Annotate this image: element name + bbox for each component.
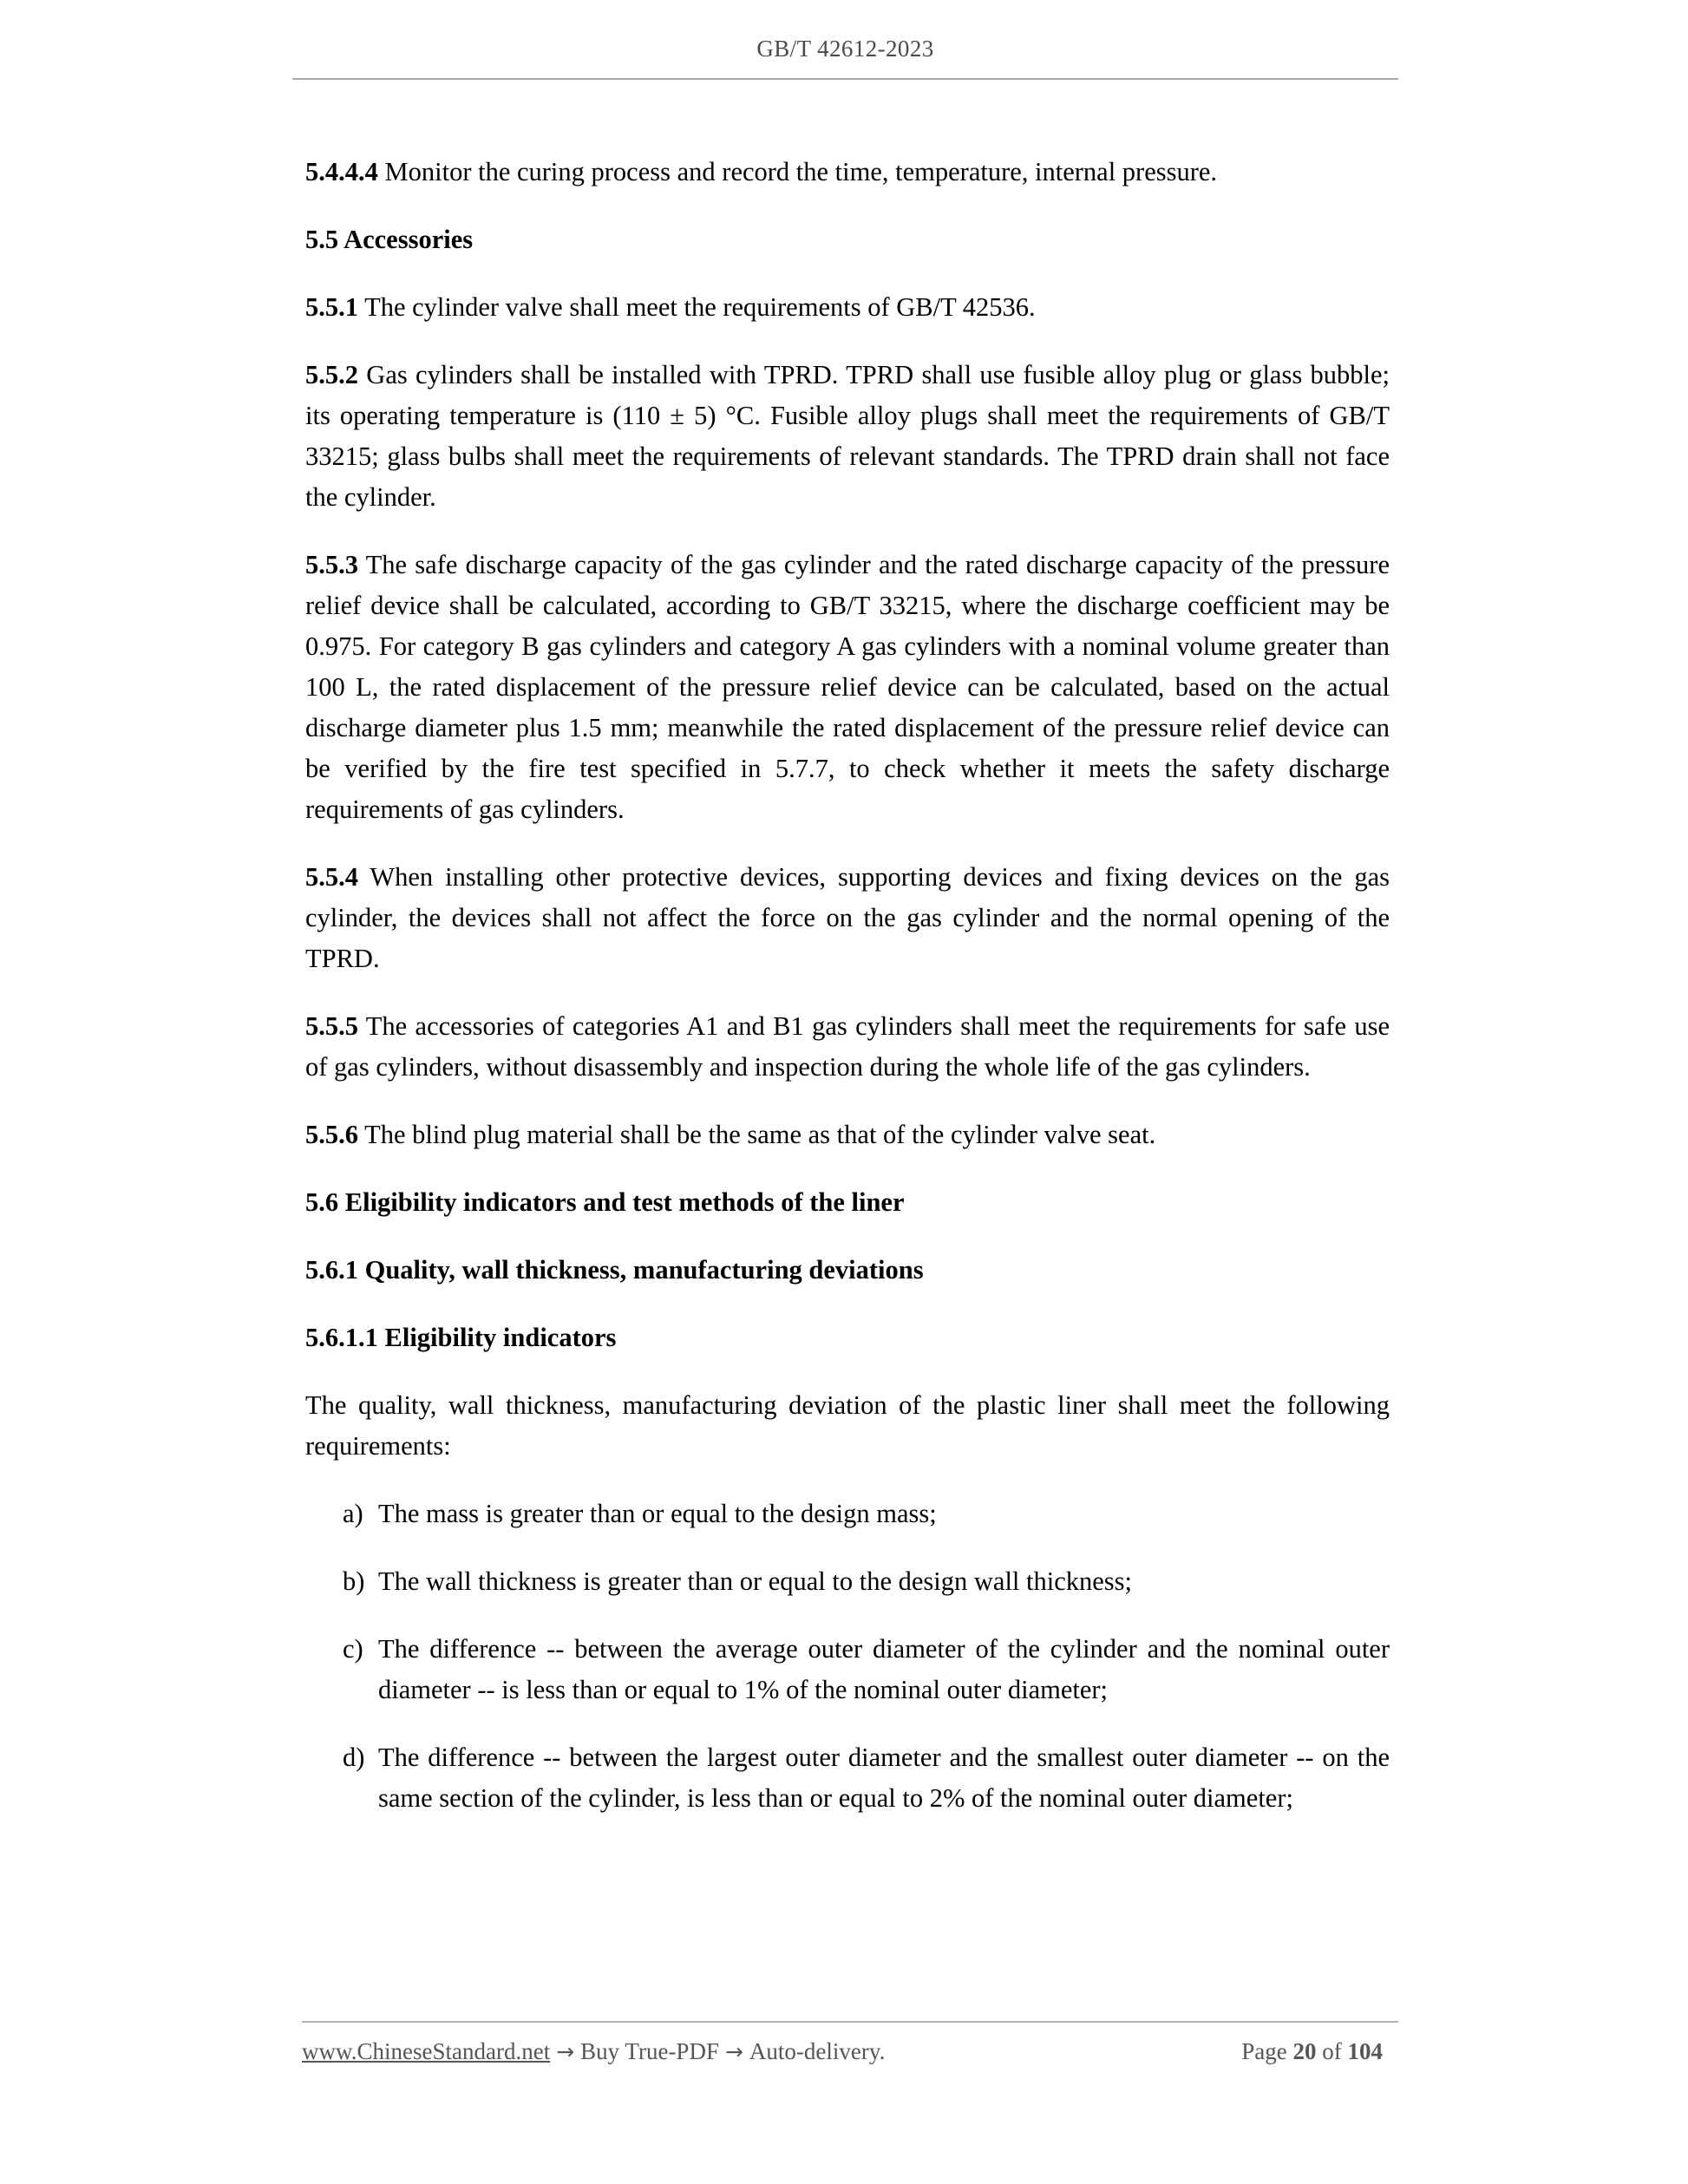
arrow-right-icon: → xyxy=(724,2039,743,2064)
footer-row xyxy=(302,2037,1398,2067)
list-marker: a) xyxy=(343,1499,363,1528)
clause-number: 5.5.2 xyxy=(305,360,358,389)
clause-number: 5.5.3 xyxy=(305,550,358,579)
standard-number: GB/T 42612-2023 xyxy=(756,36,934,62)
footer-buy-text: Buy True-PDF xyxy=(580,2038,719,2064)
list-item xyxy=(305,1629,1390,1710)
footer-delivery-text: Auto-delivery. xyxy=(749,2038,886,2064)
clause-text: Monitor the curing process and record the time, temperature, internal pressure. xyxy=(377,157,1218,186)
clause-number: 5.5.5 xyxy=(305,1011,358,1041)
list-item-text: The mass is greater than or equal to the design mass; xyxy=(378,1499,937,1528)
clause-text: The safe discharge capacity of the gas cylinder and the rated discharge capacity of the pressure relief device shall be calculated, according to GB/T 33215, where the discharge coefficient may be 0.975. For category B gas cylinders and category A gas cylinders with a nominal volume greater than 100 L, the rated displacement of the pressure relief device can be calculated, based on the actual discharge diameter plus 1.5 mm; meanwhile the rated displacement of the pressure relief device can be verified by the fire test specified in 5.7.7, to check whether it meets the safety discharge requirements of gas cylinders. xyxy=(305,550,1390,824)
list-marker: b) xyxy=(343,1566,365,1596)
page-header xyxy=(292,35,1398,80)
clause-5-4-4-4 xyxy=(305,152,1390,193)
clause-text: The accessories of categories A1 and B1 gas cylinders shall meet the requirements for safe use of gas cylinders, without disassembly and inspection during the whole life of the gas cylinders. xyxy=(305,1011,1390,1082)
heading-5-6: 5.6 Eligibility indicators and test methods of the liner xyxy=(305,1187,905,1217)
clause-number: 5.5.4 xyxy=(305,862,358,892)
page-footer xyxy=(302,2021,1398,2067)
page-of-label: of xyxy=(1322,2038,1342,2064)
intro-paragraph: The quality, wall thickness, manufacturing deviation of the plastic liner shall meet the following requirements: xyxy=(305,1390,1390,1461)
page-label: Page xyxy=(1241,2038,1287,2064)
arrow-right-icon: → xyxy=(556,2039,575,2064)
list-item xyxy=(305,1561,1390,1602)
clause-number: 5.5.6 xyxy=(305,1120,358,1149)
clause-number: 5.5.1 xyxy=(305,292,358,322)
requirements-list xyxy=(305,1494,1390,1819)
clause-5-5-5 xyxy=(305,1006,1390,1088)
document-body xyxy=(305,152,1390,1846)
clause-5-5-3 xyxy=(305,545,1390,830)
list-item xyxy=(305,1494,1390,1534)
list-item-text: The difference -- between the largest outer diameter and the smallest outer diameter -- on the same section of the cylinder, is less than or equal to 2% of the nominal outer diameter; xyxy=(378,1743,1390,1813)
header-divider xyxy=(292,78,1398,80)
clause-5-5-6 xyxy=(305,1115,1390,1155)
footer-divider xyxy=(302,2021,1398,2023)
list-item-text: The difference -- between the average outer diameter of the cylinder and the nominal outer diameter -- is less than or equal to 1% of the nominal outer diameter; xyxy=(378,1634,1390,1704)
list-item-text: The wall thickness is greater than or equal to the design wall thickness; xyxy=(378,1566,1133,1596)
clause-5-5-4 xyxy=(305,857,1390,979)
list-item xyxy=(305,1737,1390,1819)
list-marker: c) xyxy=(343,1634,363,1664)
website-link[interactable]: www.ChineseStandard.net xyxy=(302,2038,551,2064)
clause-5-5-1 xyxy=(305,287,1390,328)
page-indicator xyxy=(1241,2037,1398,2067)
footer-promo xyxy=(302,2037,885,2067)
page-number: 20 xyxy=(1292,2038,1317,2064)
heading-5-6-1: 5.6.1 Quality, wall thickness, manufacturing deviations xyxy=(305,1255,924,1285)
clause-text: Gas cylinders shall be installed with TPRD. TPRD shall use fusible alloy plug or glass bubble; its operating temperature is (110 ± 5) °C. Fusible alloy plugs shall meet the requirements of GB/T 33215; glass bulbs shall meet the requirements of relevant standards. The TPRD drain shall not face the cylinder. xyxy=(305,360,1390,512)
clause-text: When installing other protective devices, supporting devices and fixing devices on the gas cylinder, the devices shall not affect the force on the gas cylinder and the normal opening of the TPRD. xyxy=(305,862,1390,973)
clause-number: 5.4.4.4 xyxy=(305,157,378,186)
heading-5-5: 5.5 Accessories xyxy=(305,225,474,254)
list-marker: d) xyxy=(343,1743,365,1772)
page-total: 104 xyxy=(1347,2038,1383,2064)
heading-5-6-1-1: 5.6.1.1 Eligibility indicators xyxy=(305,1323,617,1352)
clause-text: The cylinder valve shall meet the requirements of GB/T 42536. xyxy=(358,292,1036,322)
clause-5-5-2 xyxy=(305,355,1390,518)
clause-text: The blind plug material shall be the same as that of the cylinder valve seat. xyxy=(358,1120,1156,1149)
